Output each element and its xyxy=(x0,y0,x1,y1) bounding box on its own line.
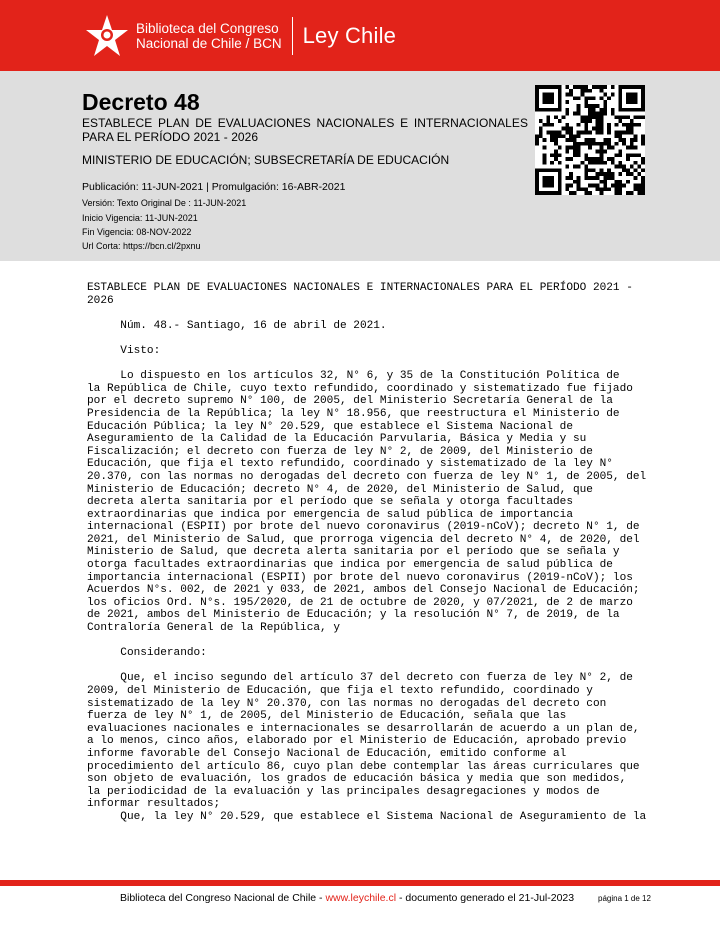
ministry-name: MINISTERIO DE EDUCACIÓN; SUBSECRETARÍA DE EDUCACIÓN xyxy=(82,153,450,167)
body-line: 20.370, con las normas no derogadas del decreto con fuerza de ley N° 1, de 2005, del xyxy=(87,470,647,483)
body-line xyxy=(87,358,687,371)
qr-code[interactable] xyxy=(535,85,645,195)
short-url[interactable]: Url Corta: https://bcn.cl/2pxnu xyxy=(82,241,201,251)
body-line: Aseguramiento de la Calidad de la Educación Parvularia, Básica y Media y su xyxy=(87,433,587,446)
brand-divider xyxy=(292,17,293,55)
body-line xyxy=(87,307,687,320)
brand-line-1: Biblioteca del Congreso xyxy=(136,21,279,36)
body-line: Fiscalización; el decreto con fuerza de ley N° 2, de 2009, del Ministerio de xyxy=(87,445,593,458)
document-title: Decreto 48 xyxy=(82,89,200,115)
brand-line-2: Nacional de Chile / BCN xyxy=(136,36,282,51)
body-line: Contraloría General de la República, y xyxy=(87,622,340,635)
page-number: página 1 de 12 xyxy=(598,894,651,903)
brand-product: Ley Chile xyxy=(302,23,397,48)
body-line: internacional (ESPII) por brote del nuevo coronavirus (2019-nCoV); decreto N° 1, de xyxy=(87,521,640,534)
version-info: Versión: Texto Original De : 11-JUN-2021 xyxy=(82,198,247,208)
header-bar xyxy=(0,0,720,71)
body-line: Ministerio de Educación; decreto N° 4, de 2020, del Ministerio de Salud, que xyxy=(87,483,593,496)
body-line: la República de Chile, cuyo texto refundido, coordinado y sistematizado fue fijado xyxy=(87,382,633,395)
body-line xyxy=(87,660,687,673)
body-line: Educación Pública; la ley N° 20.529, que establece el Sistema Nacional de xyxy=(87,420,573,433)
body-line: ESTABLECE PLAN DE EVALUACIONES NACIONALES E INTERNACIONALES PARA EL PERÍODO 2021 - xyxy=(87,282,633,294)
qr-code-icon xyxy=(535,85,645,195)
body-line: Núm. 48.- Santiago, 16 de abril de 2021. xyxy=(87,319,387,332)
start-validity: Inicio Vigencia: 11-JUN-2021 xyxy=(82,213,198,223)
body-line: Lo dispuesto en los artículos 32, N° 6, y 35 de la Constitución Política de xyxy=(87,370,620,383)
body-line: de 2021, ambos del Ministerio de Educación; y la resolución N° 7, de 2019, de la xyxy=(87,609,620,622)
footer-suffix: - documento generado el 21-Jul-2023 xyxy=(396,892,575,904)
body-line: Ministerio de Salud, que decreta alerta sanitaria por el período que se señala y xyxy=(87,546,620,559)
body-line: evaluaciones nacionales e internacionales se desarrollarán de acuerdo a un plan de, xyxy=(87,722,640,735)
body-line: son objeto de evaluación, los grados de educación básica y media que son medidos, xyxy=(87,773,627,786)
body-line: los oficios Ord. N°s. 195/2020, de 21 de octubre de 2020, y 07/2021, de 2 de marzo xyxy=(87,596,633,609)
body-line: 2021, del Ministerio de Salud, que prorroga vigencia del decreto N° 4, de 2020, del xyxy=(87,533,640,546)
body-line: por el decreto supremo N° 100, de 2005, del Ministerio Secretaría General de la xyxy=(87,395,613,408)
body-line: importancia internacional (ESPII) por brote del nuevo coronavirus (2019-nCoV); los xyxy=(87,571,633,584)
body-line: Visto: xyxy=(87,344,161,357)
footer-link[interactable]: www.leychile.cl xyxy=(325,892,397,904)
body-line xyxy=(87,332,687,345)
publication-dates: Publicación: 11-JUN-2021 | Promulgación: 16-ABR-2021 xyxy=(82,181,346,193)
star-logo-icon xyxy=(84,13,130,59)
body-line: a lo menos, cinco años, elaborado por el Ministerio de Educación, aprobado previo xyxy=(87,735,627,748)
body-line: 2026 xyxy=(87,294,114,307)
body-line: sistematizado de la ley N° 20.370, con las normas no derogadas del decreto con xyxy=(87,697,607,710)
body-line xyxy=(87,635,687,648)
body-line: Presidencia de la República; la ley N° 18.956, que reestructura el Ministerio de xyxy=(87,407,620,420)
document-body xyxy=(87,282,687,824)
body-line: extraordinarias que indica por emergencia de salud pública de importancia xyxy=(87,508,573,521)
body-line: Educación, que fija el texto refundido, coordinado y sistematizado de la ley N° xyxy=(87,458,613,471)
body-line: 2009, del Ministerio de Educación, que fija el texto refundido, coordinado y xyxy=(87,685,593,697)
body-line: Que, el inciso segundo del artículo 37 del decreto con fuerza de ley N° 2, de xyxy=(87,672,633,685)
end-validity: Fin Vigencia: 08-NOV-2022 xyxy=(82,227,192,237)
body-line: informe favorable del Consejo Nacional de Educación, emitido conforme al xyxy=(87,747,567,760)
body-line: informar resultados; xyxy=(87,798,221,811)
body-line: fuerza de ley N° 1, de 2005, del Ministerio de Educación, señala que las xyxy=(87,710,567,723)
body-line: decreta alerta sanitaria por el período que se señala y otorga facultades xyxy=(87,496,573,509)
document-subtitle: ESTABLECE PLAN DE EVALUACIONES NACIONALES E INTERNACIONALES PARA EL PERÍODO 2021 - 2026 xyxy=(82,116,528,144)
body-line: Acuerdos N°s. 002, de 2021 y 033, de 2021, ambos del Consejo Nacional de Educación; xyxy=(87,584,640,597)
footer-rule xyxy=(0,880,720,886)
body-line: Que, la ley N° 20.529, que establece el Sistema Nacional de Aseguramiento de la xyxy=(87,810,647,823)
brand-name xyxy=(136,21,282,51)
bcn-logo[interactable] xyxy=(84,10,396,62)
body-line: otorga facultades extraordinarias que indica por emergencia de salud pública de xyxy=(87,559,613,572)
body-line: Considerando: xyxy=(87,647,207,660)
footer-text xyxy=(120,892,574,904)
body-line: la periodicidad de la evaluación y las principales desagregaciones y modos de xyxy=(87,785,600,798)
body-line: procedimiento del artículo 86, cuyo plan debe contemplar las áreas curriculares que xyxy=(87,760,640,773)
footer-prefix: Biblioteca del Congreso Nacional de Chile - xyxy=(120,892,326,904)
